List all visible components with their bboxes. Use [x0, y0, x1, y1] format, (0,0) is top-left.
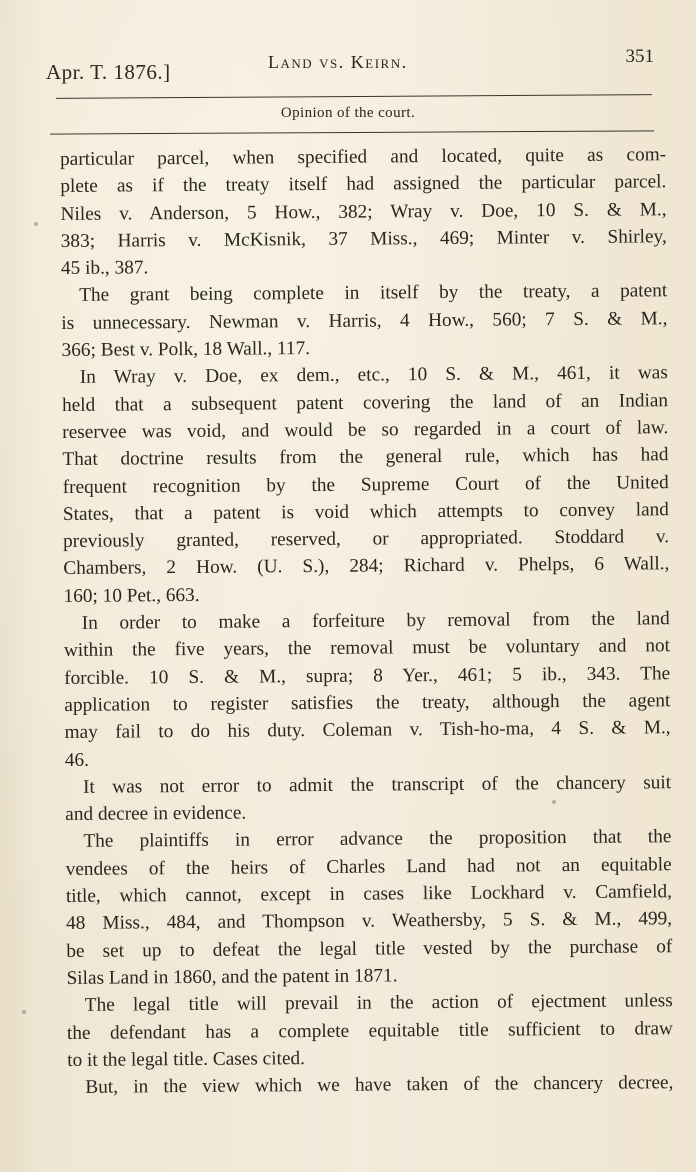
text-line: The legal title will prevail in the action of ejectment unless	[84, 990, 673, 1017]
text-line: 45 ib., 387.	[60, 257, 149, 280]
paper-speck	[552, 800, 556, 804]
text-line: Silas Land in 1860, and the patent in 1871.	[66, 965, 398, 989]
text-line: forcible. 10 S. & M., supra; 8 Yer., 461; 5 ib., 343. The	[64, 662, 671, 689]
text-line: application to register satisfies the treaty, although the agent	[64, 690, 671, 716]
term-citation: Apr. T. 1876.]	[46, 60, 171, 84]
paper-speck	[22, 1010, 26, 1014]
text-line: be set up to defeat the legal title vested by the purchase of	[66, 935, 673, 962]
text-line: Niles v. Anderson, 5 How., 382; Wray v. Doe, 10 S. & M.,	[60, 198, 667, 225]
text-line: title, which cannot, except in cases like Lockhard v. Camfield,	[65, 881, 672, 907]
text-line: to it the legal title. Cases cited.	[67, 1047, 306, 1071]
text-line: particular parcel, when specified and located, quite as com-	[60, 144, 667, 170]
header-rule-bottom	[50, 130, 654, 134]
text-line: previously granted, reserved, or appropriated. Stoddard v.	[63, 526, 670, 553]
text-line: plete as if the treaty itself had assigned the particular parcel.	[60, 171, 667, 198]
text-line: 383; Harris v. McKisnik, 37 Miss., 469; Minter v. Shirley,	[60, 226, 667, 252]
text-line: Chambers, 2 How. (U. S.), 284; Richard v. Phelps, 6 Wall.,	[63, 553, 670, 580]
text-line: But, in the view which we have taken of the chancery decree,	[85, 1072, 674, 1098]
text-line: may fail to do his duty. Coleman v. Tish-ho-ma, 4 S. & M.,	[64, 717, 671, 744]
text-line: held that a subsequent patent covering the land of an Indian	[61, 389, 669, 416]
text-line: It was not error to admit the transcript of the chancery suit	[82, 772, 672, 798]
text-line: 160; 10 Pet., 663.	[63, 584, 200, 607]
text-line: The plaintiffs in error advance the proposition that the	[83, 826, 672, 853]
text-line: and decree in evidence.	[65, 802, 247, 826]
text-line: States, that a patent is void which attempts to convey land	[62, 499, 669, 525]
text-line: vendees of the heirs of Charles Land had not an equitable	[65, 853, 672, 880]
text-line: frequent recognition by the Supreme Court of the United	[62, 471, 669, 498]
text-line: is unnecessary. Newman v. Harris, 4 How., 560; 7 S. & M.,	[61, 308, 668, 334]
text-line: In Wray v. Doe, ex dem., etc., 10 S. & M., 461, it was	[79, 362, 668, 389]
text-line: within the five years, the removal must be voluntary and not	[63, 635, 671, 662]
header-rule-top	[56, 94, 652, 99]
section-label: Opinion of the court.	[280, 105, 416, 121]
opinion-body-text	[60, 141, 673, 1101]
text-line: In order to make a forfeiture by removal from the land	[81, 608, 670, 634]
text-line: The grant being complete in itself by the treaty, a patent	[79, 280, 668, 307]
page-number: 351	[625, 46, 654, 67]
text-line: the defendant has a complete equitable title sufficient to draw	[66, 1017, 674, 1044]
text-line: That doctrine results from the general rule, which has had	[62, 444, 669, 471]
text-line: 366; Best v. Polk, 18 Wall., 117.	[61, 338, 311, 362]
case-title: Land vs. Keirn.	[268, 52, 408, 72]
text-line: reservee was void, and would be so regarded in a court of law.	[62, 417, 669, 443]
text-line: 46.	[64, 749, 90, 771]
text-line: 48 Miss., 484, and Thompson v. Weathersby, 5 S. & M., 499,	[66, 908, 673, 935]
paper-speck	[34, 222, 38, 226]
running-head	[46, 46, 656, 82]
